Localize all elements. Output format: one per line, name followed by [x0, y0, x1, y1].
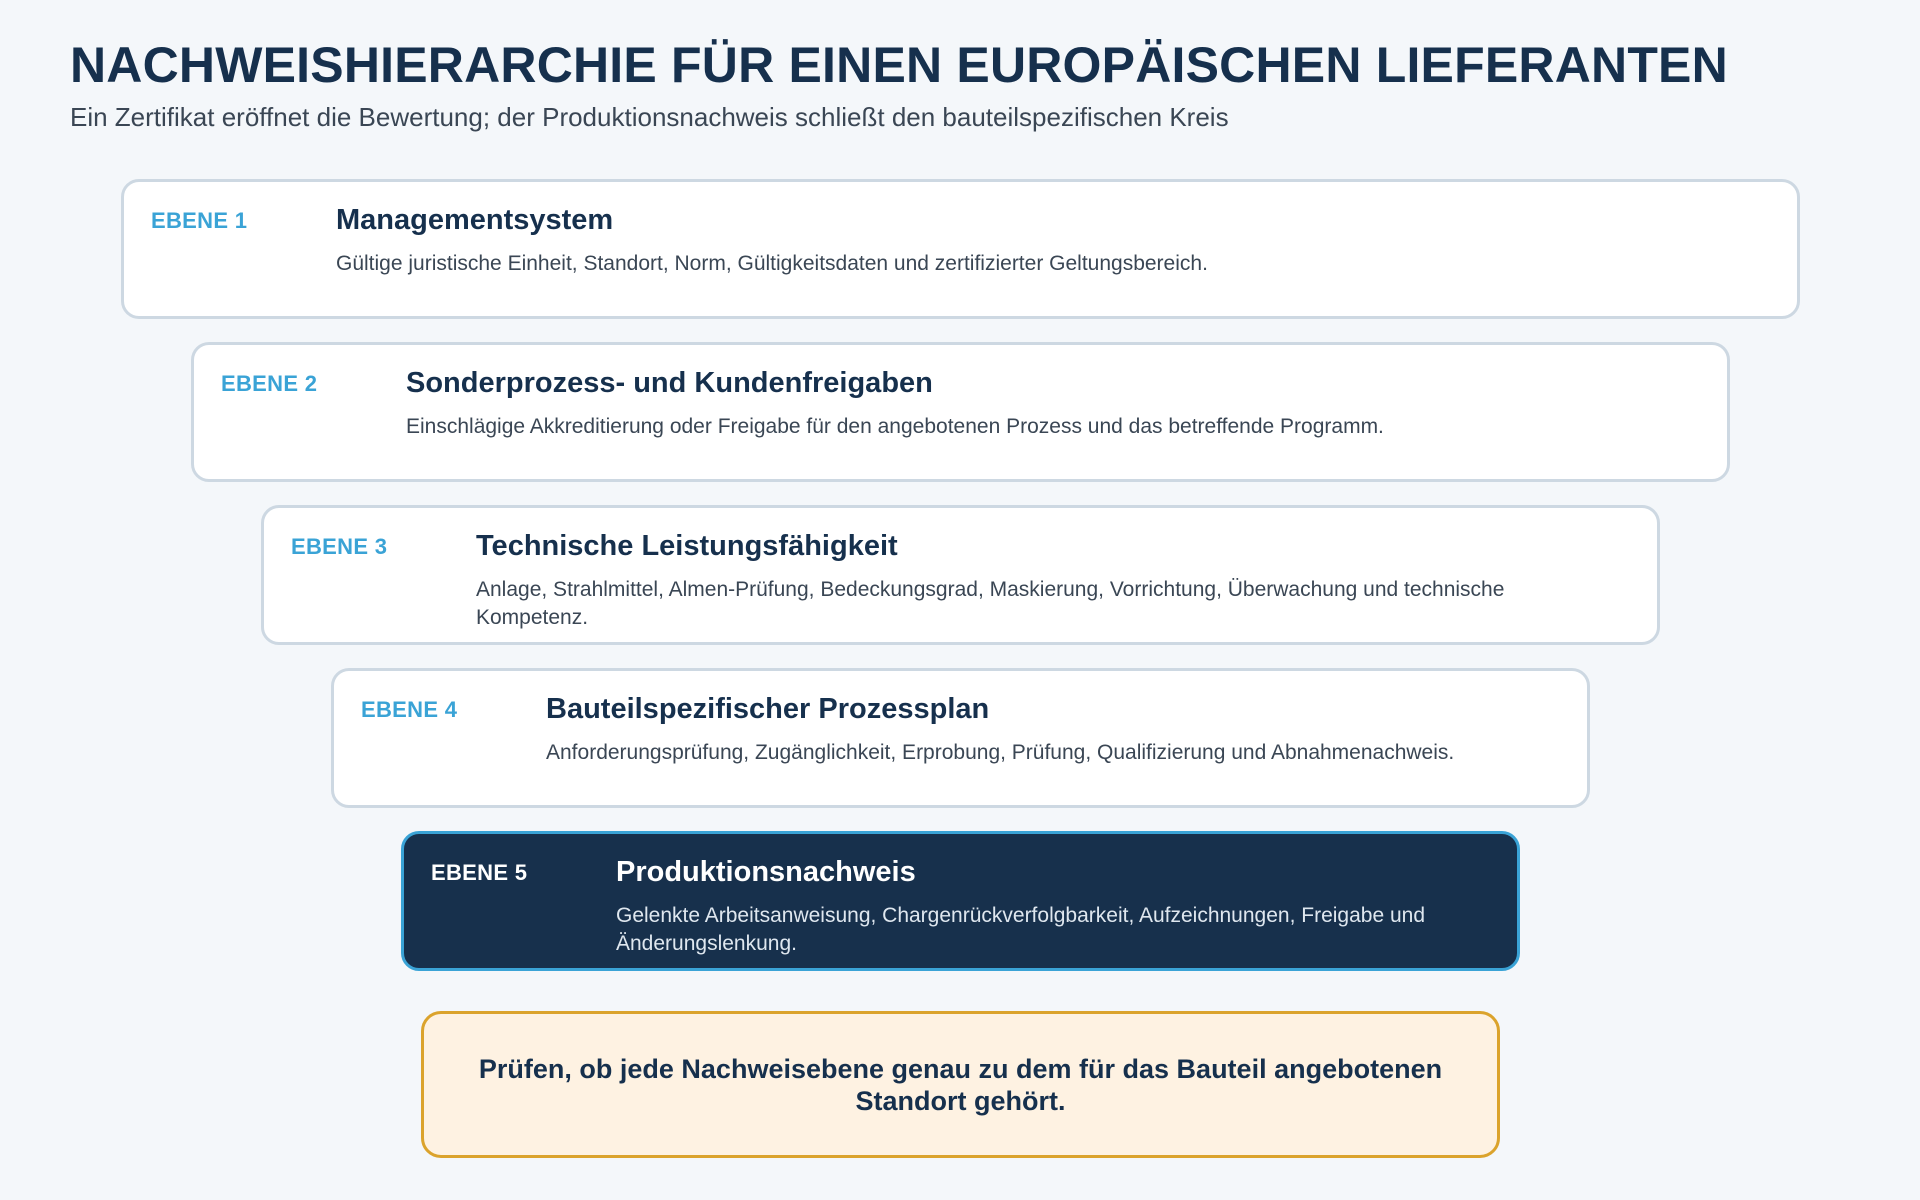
- level-5-description: Gelenkte Arbeitsanweisung, Chargenrückverfolgbarkeit, Aufzeichnungen, Freigabe und Änderungslenkung.: [616, 904, 1426, 955]
- level-5-heading: Produktionsnachweis: [616, 856, 916, 888]
- level-2-heading: Sonderprozess- und Kundenfreigaben: [406, 367, 933, 399]
- level-5-card: [401, 831, 1520, 971]
- level-1-description: Gültige juristische Einheit, Standort, Norm, Gültigkeitsdaten und zertifizierter Geltungsbereich.: [336, 252, 1208, 275]
- level-4-tag: EBENE 4: [361, 697, 458, 722]
- level-3-card: [261, 505, 1660, 645]
- level-2-card: [191, 342, 1730, 482]
- level-3-heading: Technische Leistungsfähigkeit: [476, 530, 898, 562]
- level-3-tag: EBENE 3: [291, 534, 388, 559]
- level-4-heading: Bauteilspezifischer Prozessplan: [546, 693, 990, 725]
- level-2-tag: EBENE 2: [221, 371, 318, 396]
- page-title: NACHWEISHIERARCHIE FÜR EINEN EUROPÄISCHEN LIEFERANTEN: [70, 37, 1728, 93]
- level-2-description: Einschlägige Akkreditierung oder Freigabe für den angebotenen Prozess und das betreffende Programm.: [406, 415, 1384, 438]
- level-4-description: Anforderungsprüfung, Zugänglichkeit, Erprobung, Prüfung, Qualifizierung und Abnahmenachweis.: [546, 741, 1455, 764]
- level-4-card: [331, 668, 1590, 808]
- level-1-card: [121, 179, 1800, 319]
- level-1-heading: Managementsystem: [336, 204, 614, 236]
- level-5-tag: EBENE 5: [431, 860, 528, 885]
- verification-note: [421, 1011, 1500, 1158]
- page-subtitle: Ein Zertifikat eröffnet die Bewertung; der Produktionsnachweis schließt den bauteilspezifischen Kreis: [70, 102, 1229, 132]
- level-1-tag: EBENE 1: [151, 208, 248, 233]
- level-3-description: Anlage, Strahlmittel, Almen-Prüfung, Bedeckungsgrad, Maskierung, Vorrichtung, Überwachung und technische Kompetenz.: [476, 578, 1505, 629]
- verification-note-text: Prüfen, ob jede Nachweisebene genau zu dem für das Bauteil angebotenen Standort gehört.: [478, 1053, 1443, 1116]
